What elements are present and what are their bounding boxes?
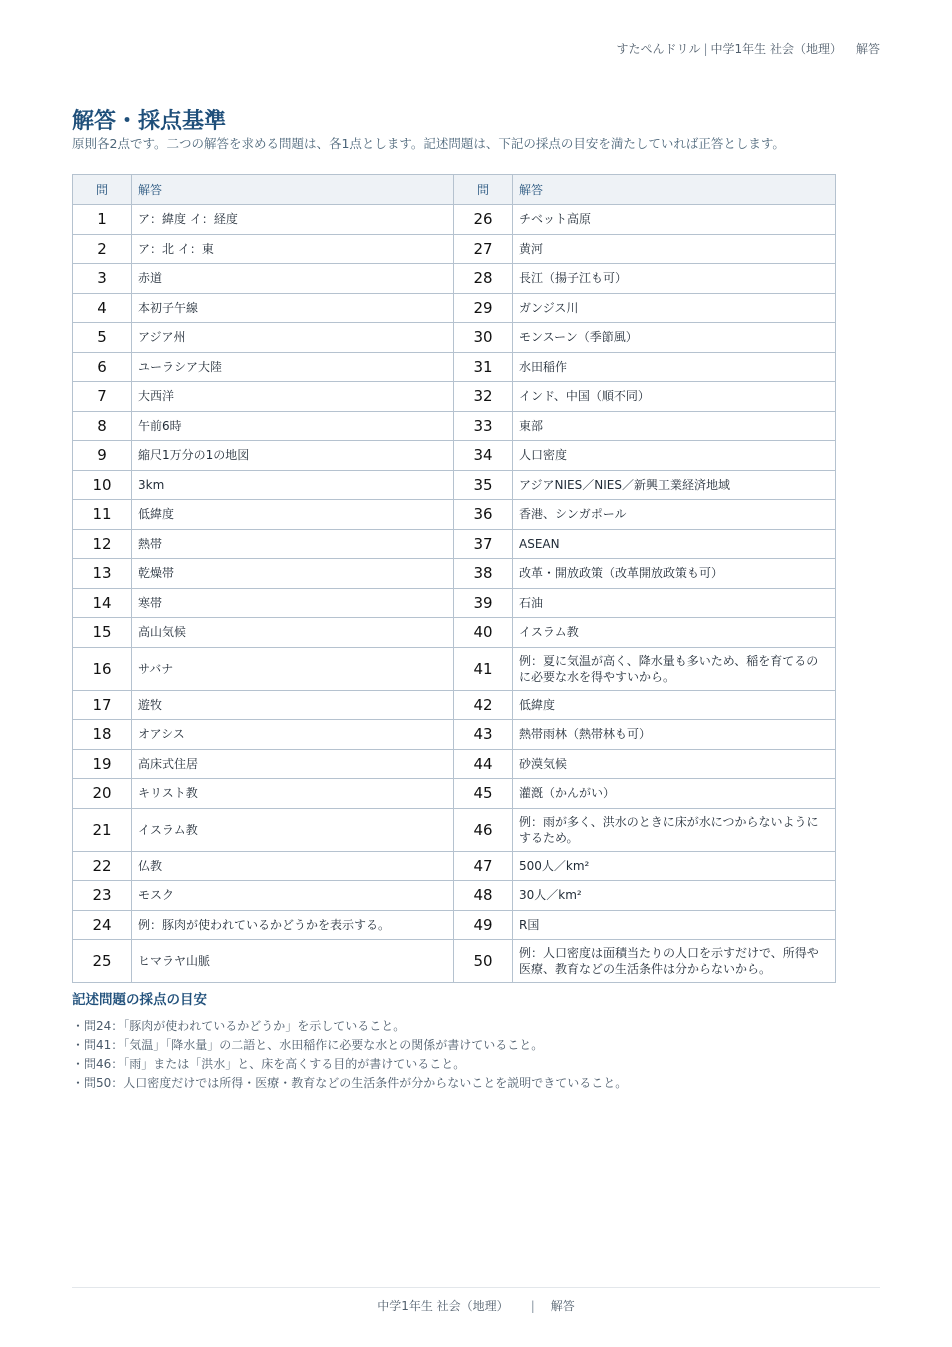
question-number: 22 [73,851,132,881]
answer-cell: 黄河 [513,234,836,264]
question-number: 2 [73,234,132,264]
answer-cell: インド、中国（順不同） [513,382,836,412]
table-row [73,851,836,881]
answer-cell: 寒帯 [132,588,454,618]
question-number: 32 [454,382,513,412]
answer-cell: 本初子午線 [132,293,454,323]
table-row [73,690,836,720]
question-number: 45 [454,779,513,809]
column-header-number-right: 問 [454,175,513,205]
answer-cell: モスク [132,881,454,911]
answer-cell: 例：夏に気温が高く、降水量も多いため、稲を育てるのに必要な水を得やすいから。 [513,647,836,690]
answer-cell: 低緯度 [513,690,836,720]
table-row [73,352,836,382]
criteria-item: ・問41：「気温」「降水量」の二語と、水田稲作に必要な水との関係が書けていること。 [72,1038,544,1052]
question-number: 40 [454,618,513,648]
answer-cell: 遊牧 [132,690,454,720]
column-header-answer-left: 解答 [132,175,454,205]
question-number: 19 [73,749,132,779]
question-number: 49 [454,910,513,940]
table-row [73,411,836,441]
answer-cell: 高山気候 [132,618,454,648]
table-row [73,470,836,500]
table-row [73,264,836,294]
question-number: 44 [454,749,513,779]
question-number: 48 [454,881,513,911]
table-row [73,441,836,471]
table-row [73,940,836,983]
footer-divider [72,1287,880,1288]
answer-cell: アジア州 [132,323,454,353]
answer-cell: モンスーン（季節風） [513,323,836,353]
table-row [73,234,836,264]
answer-cell: 石油 [513,588,836,618]
question-number: 33 [454,411,513,441]
answer-cell: 30人／km² [513,881,836,911]
footer-kind: 解答 [550,1299,575,1313]
table-row [73,588,836,618]
answer-cell: 灌漑（かんがい） [513,779,836,809]
question-number: 21 [73,808,132,851]
table-row [73,808,836,851]
answer-cell: 熱帯 [132,529,454,559]
table-row [73,749,836,779]
question-number: 11 [73,500,132,530]
answer-cell: 500人／km² [513,851,836,881]
question-number: 24 [73,910,132,940]
answer-cell: 縮尺1万分の1の地図 [132,441,454,471]
column-header-number-left: 問 [73,175,132,205]
header-separator: | [703,42,708,56]
criteria-item: ・問24：「豚肉が使われているかどうか」を示していること。 [72,1019,406,1033]
answer-cell: 人口密度 [513,441,836,471]
page-intro: 原則各2点です。二つの解答を求める問題は、各1点とします。記述問題は、下記の採点の目安を満たしていれば正答とします。 [72,136,785,151]
answer-cell: ガンジス川 [513,293,836,323]
question-number: 34 [454,441,513,471]
question-number: 9 [73,441,132,471]
question-number: 10 [73,470,132,500]
question-number: 26 [454,205,513,235]
running-header [616,40,880,57]
question-number: 46 [454,808,513,851]
answer-cell: 例：豚肉が使われているかどうかを表示する。 [132,910,454,940]
criteria-list [72,1017,627,1093]
question-number: 15 [73,618,132,648]
question-number: 7 [73,382,132,412]
criteria-item: ・問50：人口密度だけでは所得・医療・教育などの生活条件が分からないことを説明できていること。 [72,1076,628,1090]
answer-cell: 香港、シンガポール [513,500,836,530]
answer-cell: 大西洋 [132,382,454,412]
question-number: 41 [454,647,513,690]
question-number: 35 [454,470,513,500]
answer-cell: 改革・開放政策（改革開放政策も可） [513,559,836,589]
table-row [73,779,836,809]
table-row [73,500,836,530]
question-number: 13 [73,559,132,589]
answer-cell: ユーラシア大陸 [132,352,454,382]
answer-cell: 長江（揚子江も可） [513,264,836,294]
answer-cell: 仏教 [132,851,454,881]
answer-table-header [73,175,836,205]
question-number: 18 [73,720,132,750]
answer-cell: ア：北 イ：東 [132,234,454,264]
answer-cell: 午前6時 [132,411,454,441]
question-number: 12 [73,529,132,559]
question-number: 5 [73,323,132,353]
table-row [73,910,836,940]
question-number: 28 [454,264,513,294]
answer-cell: 高床式住居 [132,749,454,779]
question-number: 20 [73,779,132,809]
criteria-title: 記述問題の採点の目安 [72,992,207,1008]
question-number: 1 [73,205,132,235]
table-row [73,529,836,559]
header-kind: 解答 [855,42,880,56]
table-row [73,323,836,353]
answer-cell: 低緯度 [132,500,454,530]
table-row [73,720,836,750]
answer-cell: サバナ [132,647,454,690]
question-number: 30 [454,323,513,353]
footer-subject: 中学1年生 社会（地理） [377,1299,509,1313]
answer-cell: イスラム教 [513,618,836,648]
answer-cell: ア：緯度 イ：経度 [132,205,454,235]
question-number: 47 [454,851,513,881]
answer-cell: 水田稲作 [513,352,836,382]
question-number: 36 [454,500,513,530]
question-number: 50 [454,940,513,983]
answer-cell: 東部 [513,411,836,441]
table-row [73,881,836,911]
table-row [73,618,836,648]
question-number: 8 [73,411,132,441]
footer-separator: | [530,1299,535,1313]
answer-cell: 熱帯雨林（熱帯林も可） [513,720,836,750]
question-number: 39 [454,588,513,618]
page-title: 解答・採点基準 [72,109,227,134]
question-number: 31 [454,352,513,382]
answer-cell: 例：雨が多く、洪水のときに床が水につからないようにするため。 [513,808,836,851]
answer-cell: アジアNIES／NIES／新興工業経済地域 [513,470,836,500]
answer-cell: 3km [132,470,454,500]
answer-cell: チベット高原 [513,205,836,235]
question-number: 27 [454,234,513,264]
question-number: 25 [73,940,132,983]
column-header-answer-right: 解答 [513,175,836,205]
table-row [73,647,836,690]
answer-table-body [73,205,836,983]
question-number: 17 [73,690,132,720]
question-number: 29 [454,293,513,323]
header-subject: 中学1年生 社会（地理） [710,42,842,56]
answer-cell: 砂漠気候 [513,749,836,779]
table-row [73,382,836,412]
question-number: 37 [454,529,513,559]
table-row [73,559,836,589]
question-number: 43 [454,720,513,750]
answer-cell: ASEAN [513,529,836,559]
page-footer [0,1297,952,1314]
question-number: 4 [73,293,132,323]
answer-cell: 乾燥帯 [132,559,454,589]
answer-cell: R国 [513,910,836,940]
answer-cell: オアシス [132,720,454,750]
criteria-item: ・問46：「雨」または「洪水」と、床を高くする目的が書けていること。 [72,1057,466,1071]
question-number: 23 [73,881,132,911]
question-number: 16 [73,647,132,690]
answer-cell: 赤道 [132,264,454,294]
answer-table [72,174,836,983]
question-number: 42 [454,690,513,720]
series-name: すたぺんドリル [616,42,701,56]
question-number: 3 [73,264,132,294]
answer-cell: 例：人口密度は面積当たりの人口を示すだけで、所得や医療、教育などの生活条件は分からないから。 [513,940,836,983]
question-number: 6 [73,352,132,382]
answer-cell: イスラム教 [132,808,454,851]
answer-cell: キリスト教 [132,779,454,809]
table-row [73,205,836,235]
question-number: 38 [454,559,513,589]
answer-cell: ヒマラヤ山脈 [132,940,454,983]
question-number: 14 [73,588,132,618]
table-row [73,293,836,323]
